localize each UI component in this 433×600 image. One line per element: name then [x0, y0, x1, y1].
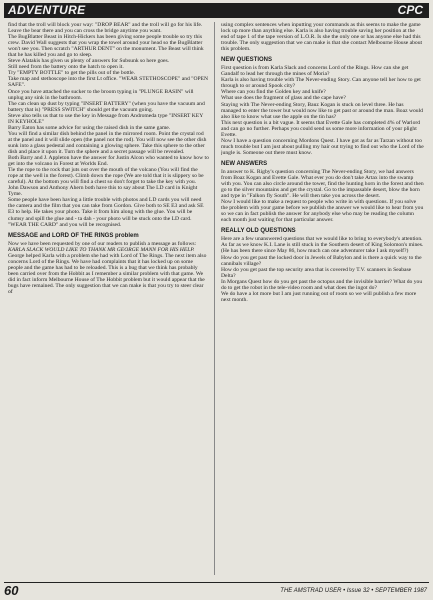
- paragraph: How do you get past the locked door in Jewels of Babylon and is there a quick way to the cannibals village?: [221, 254, 422, 267]
- publication-info: THE AMSTRAD USER • Issue 32 • SEPTEMBER 1987: [280, 588, 427, 594]
- page-header: [4, 3, 429, 18]
- paragraph: Both Barry and J. Appleton have the answer for Justin Alcon who wanted to know how to get into the volcano in Forest at Worlds End.: [8, 155, 209, 168]
- paragraph: In Morgans Quest how do you get past the octopus and the invisible barrier? What do you do to get the robot in the tele-video room and what does the ingot do?: [221, 278, 423, 291]
- paragraph: Steve Alatakis has given us plenty of answers for Subsunk so here goes.: [8, 58, 170, 65]
- column-divider: [214, 22, 215, 575]
- right-column: [221, 22, 424, 575]
- left-column: [8, 22, 209, 575]
- section-heading: NEW QUESTIONS: [221, 57, 273, 64]
- paragraph: Take map and stethoscope into the first Lt office. "WEAR STETHOSCOPE" and "OPEN SAFE".: [8, 76, 209, 89]
- paragraph: find that the troll will block your way: "DROP BEAR" and the troll will go for his life. Leave the bear there and you can cross the bridge anytime you want.: [8, 22, 203, 35]
- section-heading: NEW ANSWERS: [221, 160, 268, 167]
- section-heading: REALLY OLD QUESTIONS: [221, 228, 296, 235]
- paragraph: using complex sentences when inputting your commands as this seems to make the game lock up more than anything else. Karla is also having trouble saving her position at the end of tape 1 of the tape version of L.O.R. Is she the only one or has anyone else had this trouble. The only suggestion that we can make is that she contact Melbourne House about this problem.: [221, 22, 423, 53]
- paragraph: First question is from Karla Slack and concerns Lord of the Rings. How can she get Gandalf to lead her through the mines of Moria?: [221, 65, 409, 78]
- paragraph: What use does the fragment of glass and the cape have?: [221, 95, 346, 102]
- paragraph: Once you have attached the sucker to the broom typing in "PLUNGE BASIN" will unplug any sink in the bathroom.: [8, 88, 194, 101]
- paragraph: Here are a few unanswered questions that we would like to bring to everybody's attention. As far as we know K.I. Lane is still stuck in the Southern desert of King Solomon's mines. (He has been there since May 86, how much can one adventurer take I ask myself?): [221, 236, 424, 255]
- paragraph: Staying with The Never-ending Story, Bauz Kogan is stuck on level three. He has managed to enter the tower but would now like to get past or around the man. Boaz would also like to know what use the apple on the tin has?: [221, 101, 423, 120]
- paragraph: Some people have been having a little trouble with photos and LD cards you will need the camera and the film that you can take from Gordon. Give both to SE E3 and ask SE E3 to help. He takes your photo. Take it from him along with the glue. You will be clumsy and spill the glue and - ta dah - your photo will be stuck onto the LD card. "WEAR THE CARD" and you will be recognised.: [8, 197, 204, 228]
- paragraph: The can clean up dust by typing "INSERT BATTERY" (when you have the vacuum and battery that is) "PRESS SWITCH" should get the vacuum going.: [8, 100, 205, 113]
- paragraph: In answer to K. Rigby's question concerning The Never-ending Story, we had answers from Boaz Kogan and Evette Gale. What ever you do don't take Artax into the swamp with you. You can also circle around the tower, find the hunting horn in the forest and then go to the silver mountains and get the crystal. Go to the impassable desert, blow the horn and type in "Falkon fly South". He will then take you across the desert.: [221, 168, 424, 200]
- brand-label: CPC: [397, 3, 423, 17]
- paragraph: You will find a similar dish behind the panel in the mirrored room. Point the crystal rod at the panel and it will slide open (the panel not the rod). You will now see the other dish sunk into a glass pedestal and containing a glowing sphere. Take this sphere to the other dish and place it upon it. Turn the sphere and a secret passage will be revealed.: [8, 130, 207, 155]
- paragraph: Where can you find the Golden key and knife?: [221, 89, 326, 96]
- italic-message: KARLA SLACK WOULD LIKE TO THANK MR GEORGE MANN FOR HIS HELP.: [8, 246, 195, 253]
- paragraph: How do you get past the top security area that is covered by T.V. scanners in Seabase Delta?: [221, 266, 412, 279]
- section-title: ADVENTURE: [8, 3, 86, 17]
- paragraph: Still need from the battery onto the hatch to open it.: [8, 64, 124, 71]
- paragraph: George helped Karla with a problem she had with Lord of The Rings. The next item also concerns Lord of the Rings. We have had complaints that it has locked up on some people and the game has had to be reloaded. This is a bug that we think has probably been carried over from the Hobbit as I remember a similar problem with that game. We did in fact inform Melbourne House of The Hobbit problem but it would appear that the bugs have remained. The only suggestion that we can make is that you try to steer clear of: [8, 252, 207, 295]
- paragraph: We do have a lot more but I am just running out of room so we will publish a few more next month.: [221, 290, 417, 303]
- paragraph: Barry Eaton has some advice for using the raised dish in the same game.: [8, 124, 171, 131]
- paragraph: Now we have been requested by one of our readers to publish a message as follows:: [8, 240, 197, 247]
- paragraph: John Dawson and Anthony Ahern both have this to say about The LD card in Knight Tyme.: [8, 185, 198, 198]
- section-heading: MESSAGE and LORD OF THE RINGS problem: [8, 232, 139, 239]
- paragraph: The BugBlatter Beast in Hitch-Hickers has been giving some people trouble so try this crew. David Wall suggests that you wrap the towel around your head so the BugBlatter won't see you. Then scratch "ARTHUR DENT" on the monument. The Beast will think that he has killed you and go to sleep.: [8, 34, 204, 59]
- paragraph: Steve also tells us that to use the key in Message from Andromeda type "INSERT KEY IN KEYHOLE": [8, 112, 204, 125]
- paragraph: Now I have a question concerning Mordons Quest. I have got as far as Tarzan without too much trouble but I am just about pulling my hair out trying to find out who the Lord of the jungle is. Someone out there must know.: [221, 137, 424, 156]
- paragraph: Karla is also having trouble with The Never-ending Story. Can anyone tell her how to get through to or around Spook city?: [221, 77, 421, 90]
- page-number: 60: [4, 583, 19, 598]
- paragraph: Tie the rope to the rock that juts out over the mouth of the volcano (You will find the rope at the well in the forest). Climb down the rope (We are told that it is slippery so be careful). At the bottom you will find a chest so don't forget to take the key with you.: [8, 167, 204, 186]
- paragraph: This next question is a bit vague. It seems that Evette Gale has completed 4% of Warlord and can go no further. Perhaps you could send us some more information of your plight Evette.: [221, 119, 421, 138]
- page-footer: [4, 582, 429, 599]
- paragraph: Try "EMPTY BOTTLE" to get the pills out of the bottle.: [8, 70, 136, 77]
- paragraph: Now I would like to make a request to people who write in with questions. If you solve the problem with your game before we publish the answer we would like to hear from you so we can in fact publish the answer for anybody else who may be reading the column each month just waiting for that particular answer.: [221, 199, 424, 224]
